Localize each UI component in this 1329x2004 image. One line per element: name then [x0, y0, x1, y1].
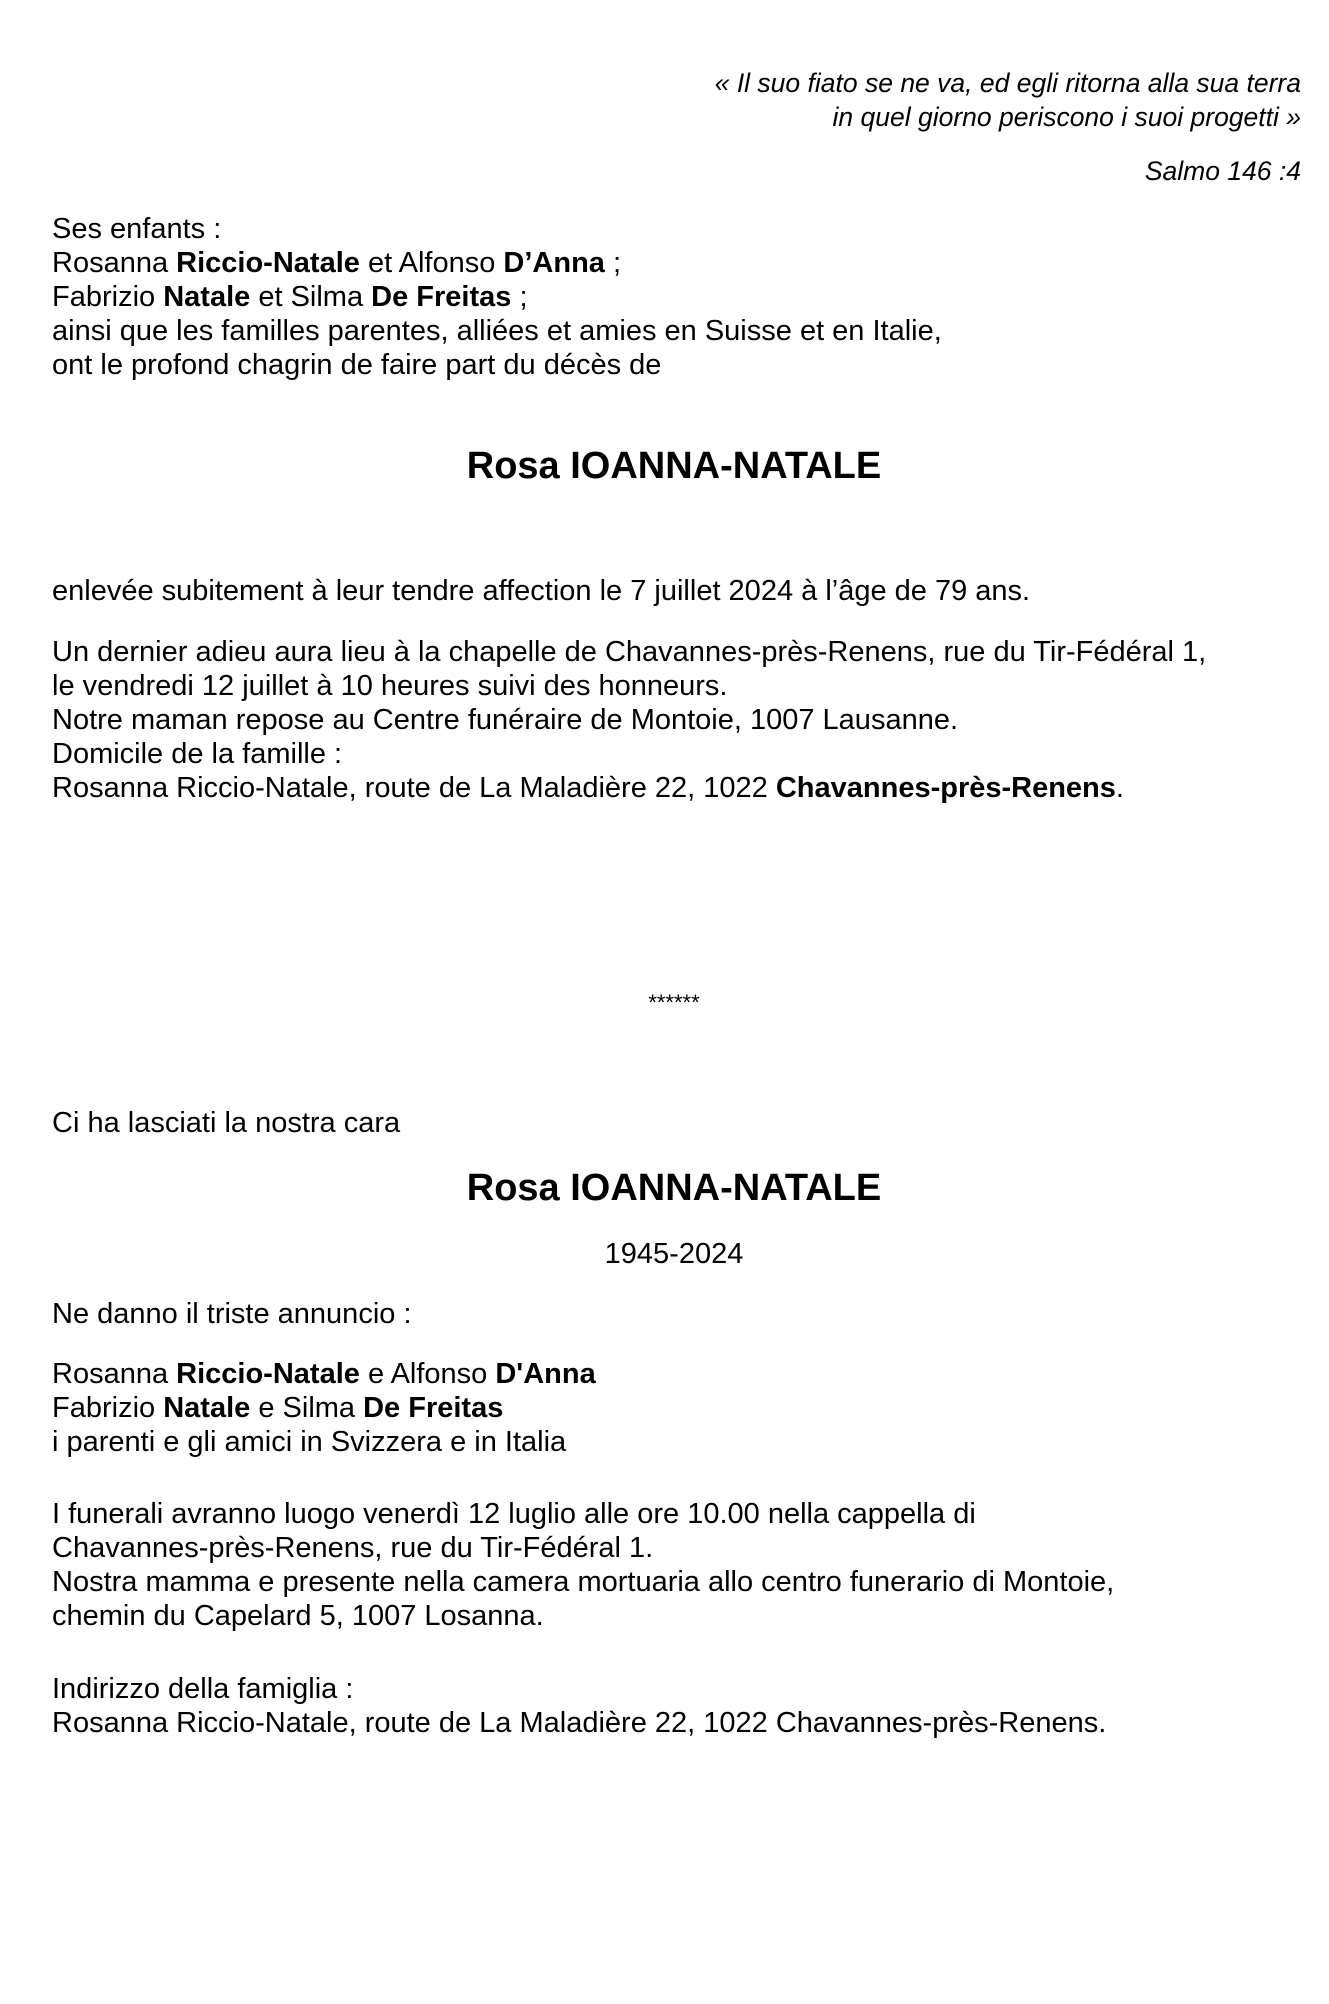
french-death-notice: enlevée subitement à leur tendre affection le 7 juillet 2024 à l’âge de 79 ans. — [52, 575, 1031, 607]
italian-funeral-2: Chavannes-près-Renens, rue du Tir-Fédéral 1. — [52, 1532, 654, 1564]
quote-line-1: « Il suo fiato se ne va, ed egli ritorna alla sua terra — [714, 68, 1301, 98]
italian-address-block — [52, 1672, 1292, 1740]
italian-child-2: Fabrizio Natale e Silma De Freitas — [52, 1392, 504, 1424]
italian-funeral-1: I funerali avranno luogo venerdì 12 luglio alle ore 10.00 nella cappella di — [52, 1498, 976, 1530]
italian-address-label: Indirizzo della famiglia : — [52, 1673, 354, 1705]
french-families: ainsi que les familles parentes, alliées et amies en Suisse et en Italie, — [52, 315, 942, 347]
italian-rest-1: Nostra mamma e presente nella camera mortuaria allo centro funerario di Montoie, — [52, 1566, 1115, 1598]
section-separator: ****** — [648, 990, 700, 1015]
psalm-quote — [715, 66, 1301, 134]
deceased-name-italian: Rosa IOANNA-NATALE — [466, 1167, 882, 1209]
italian-relatives: i parenti e gli amici in Svizzera e in Italia — [52, 1426, 567, 1458]
quote-source: Salmo 146 :4 — [1144, 156, 1301, 186]
italian-intro: Ci ha lasciati la nostra cara — [52, 1107, 401, 1139]
quote-line-2: in quel giorno periscono i suoi progetti » — [832, 102, 1301, 132]
french-ceremony-block — [52, 635, 1292, 805]
deceased-name-french: Rosa IOANNA-NATALE — [466, 445, 882, 487]
italian-address: Rosanna Riccio-Natale, route de La Maladière 22, 1022 Chavannes-près-Renens. — [52, 1707, 1107, 1739]
french-domicile-label: Domicile de la famille : — [52, 738, 343, 770]
french-announce: ont le profond chagrin de faire part du décès de — [52, 349, 662, 381]
french-domicile-address: Rosanna Riccio-Natale, route de La Maladière 22, 1022 Chavannes-près-Renens. — [52, 772, 1124, 804]
italian-announce: Ne danno il triste annuncio : — [52, 1298, 412, 1330]
italian-child-1: Rosanna Riccio-Natale e Alfonso D'Anna — [52, 1358, 596, 1390]
french-intro: Ses enfants : — [52, 213, 222, 245]
italian-funeral-block — [52, 1497, 1292, 1633]
french-ceremony-1: Un dernier adieu aura lieu à la chapelle de Chavannes-près-Renens, rue du Tir-Fédéral 1, — [52, 636, 1207, 668]
french-child-2: Fabrizio Natale et Silma De Freitas ; — [52, 281, 528, 313]
italian-rest-2: chemin du Capelard 5, 1007 Losanna. — [52, 1600, 544, 1632]
italian-family-block — [52, 1357, 1292, 1459]
french-ceremony-2: le vendredi 12 juillet à 10 heures suivi des honneurs. — [52, 670, 728, 702]
life-years: 1945-2024 — [604, 1238, 744, 1270]
french-family-block — [52, 212, 1292, 382]
french-rest: Notre maman repose au Centre funéraire de Montoie, 1007 Lausanne. — [52, 704, 959, 736]
french-child-1: Rosanna Riccio-Natale et Alfonso D’Anna ; — [52, 247, 622, 279]
